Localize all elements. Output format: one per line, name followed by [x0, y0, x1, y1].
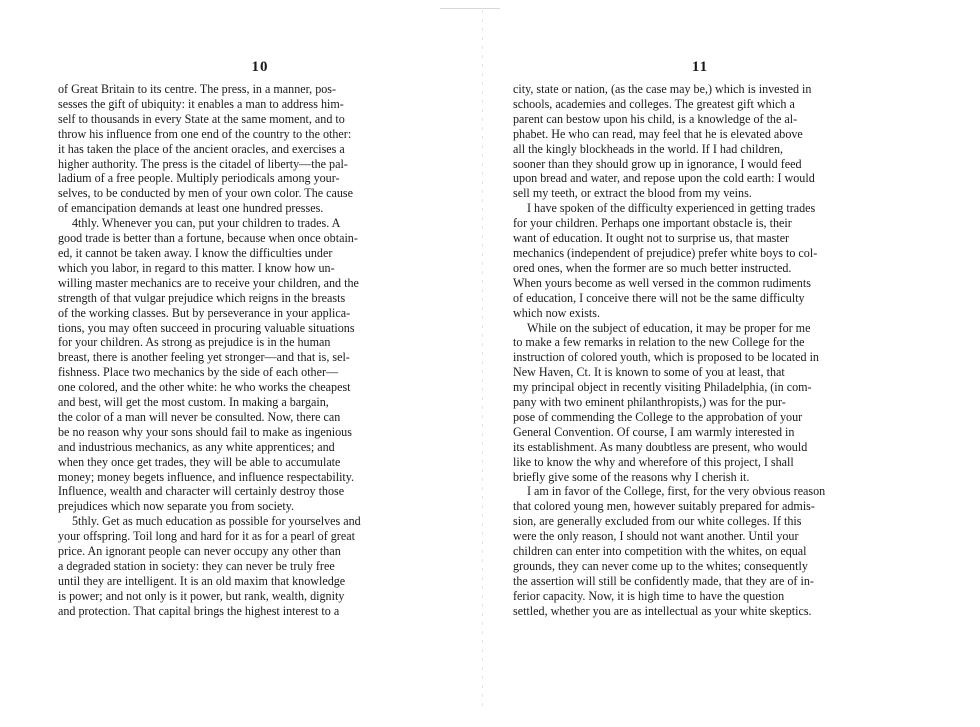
text-line: sooner than they should grow up in ignorance, I would feed: [513, 156, 802, 171]
text-line: the color of a man will never be consulted. Now, there can: [58, 409, 341, 424]
text-line: be no reason why your sons should fail to make as ingenious: [58, 424, 352, 439]
left-page-text: [58, 82, 460, 619]
text-line: tions, you may often succeed in procuring valuable situations: [58, 320, 355, 335]
text-line: when they once get trades, they will be able to accumulate: [58, 454, 341, 469]
text-line: schools, academies and colleges. The greatest gift which a: [513, 96, 795, 111]
text-line: good trade is better than a fortune, because when once obtain-: [58, 231, 358, 246]
text-line: pany with two eminent philanthropists,) was for the pur-: [513, 395, 786, 410]
text-line: instruction of colored youth, which is proposed to be located in: [513, 350, 819, 365]
text-line: it has taken the place of the ancient oracles, and exercises a: [58, 141, 345, 156]
text-line: willing master mechanics are to receive your children, and the: [58, 275, 359, 290]
text-line: its establishment. As many doubtless are present, who would: [513, 439, 808, 454]
left-page-number: 10: [251, 59, 269, 75]
text-line: selves, to be conducted by men of your own color. The cause: [58, 186, 353, 201]
text-line: sesses the gift of ubiquity: it enables a man to address him-: [58, 96, 344, 111]
text-line: General Convention. Of course, I am warmly interested in: [513, 424, 795, 439]
text-line: grounds, they can never come up to the whites; consequently: [513, 559, 808, 573]
text-line: sion, are generally excluded from our white colleges. If this: [513, 514, 802, 529]
text-line: ed, it cannot be taken away. I know the difficulties under: [58, 245, 333, 260]
text-line: your offspring. Toil long and hard for it as for a pearl of great: [58, 529, 355, 544]
text-line: the assertion will still be confidently made, that they are of in-: [513, 573, 814, 588]
text-line: to make a few remarks in relation to the new College for the: [513, 335, 805, 350]
text-line: for your children. Perhaps one important obstacle is, their: [513, 216, 792, 231]
text-line: of the working classes. But by perseverance in your applica-: [58, 305, 351, 320]
text-line: briefly give some of the reasons why I cherish it.: [513, 469, 750, 484]
text-line: When yours become as well versed in the common rudiments: [513, 275, 811, 290]
text-line: which you labor, in regard to this matter. I know how un-: [58, 260, 335, 275]
text-line: one colored, and the other white: he who works the cheapest: [58, 380, 351, 395]
right-page-number: 11: [691, 59, 709, 75]
text-line: Influence, wealth and character will certainly destroy those: [58, 484, 345, 499]
left-page: [40, 0, 460, 727]
text-line: sell my teeth, or extract the blood from my veins.: [513, 186, 752, 201]
text-line: ladium of a free people. Multiply periodicals among your-: [58, 171, 340, 186]
text-line: until they are intelligent. It is an old maxim that knowledge: [58, 573, 346, 588]
text-line: self to thousands in every State at the same moment, and to: [58, 111, 345, 126]
text-line: I have spoken of the difficulty experienced in getting trades: [527, 201, 816, 216]
text-line: children can enter into competition with the whites, on equal: [513, 544, 807, 559]
text-line: and protection. That capital brings the highest interest to a: [58, 603, 340, 618]
text-line: were the only reason, I should not want another. Until your: [513, 529, 799, 544]
text-line: strength of that vulgar prejudice which reigns in the breasts: [58, 290, 346, 305]
text-line: of education, I conceive there will not be the same difficulty: [513, 290, 805, 305]
text-line: my principal object in recently visiting Philadelphia, (in com-: [513, 380, 812, 395]
text-line: ored ones, when the former are so much better instructed.: [513, 260, 792, 275]
text-line: 4thly. Whenever you can, put your children to trades. A: [72, 216, 341, 231]
right-page-text: [513, 82, 905, 619]
text-line: ferior capacity. Now, it is high time to have the question: [513, 588, 785, 603]
text-line: throw his influence from one end of the country to the other:: [58, 126, 352, 141]
text-line: and industrious mechanics, as any white apprentices; and: [58, 439, 335, 454]
text-line: like to know the why and wherefore of this project, I shall: [513, 454, 794, 469]
text-line: phabet. He who can read, may feel that he is elevated above: [513, 126, 803, 141]
text-line: fishness. Place two mechanics by the side of each other—: [58, 365, 339, 380]
text-line: money; money begets influence, and influence respectability.: [58, 469, 355, 484]
text-line: mechanics (independent of prejudice) prefer white boys to col-: [513, 245, 818, 260]
text-line: want of education. It ought not to surprise us, that master: [513, 231, 790, 246]
text-line: pose of commending the College to the approbation of your: [513, 409, 803, 424]
text-line: for your children. As strong as prejudice is in the human: [58, 335, 331, 350]
text-line: a degraded station in society: they can never be truly free: [58, 559, 335, 573]
text-line: upon bread and water, and repose upon the cold earth: I would: [513, 171, 815, 186]
text-line: of emancipation demands at least one hundred presses.: [58, 201, 324, 216]
text-line: parent can bestow upon his child, is a knowledge of the al-: [513, 111, 798, 126]
text-line: breast, there is another feeling yet stronger—and that is, sel-: [58, 350, 350, 365]
text-line: that colored young men, however suitably prepared for admis-: [513, 499, 815, 514]
page-gutter: [482, 10, 483, 710]
text-line: which now exists.: [513, 305, 601, 320]
text-line: I am in favor of the College, first, for the very obvious reason: [527, 484, 826, 499]
text-line: is power; and not only is it power, but rank, wealth, dignity: [58, 588, 345, 603]
text-line: and best, will get the most custom. In making a bargain,: [58, 395, 329, 410]
text-line: 5thly. Get as much education as possible for yourselves and: [72, 514, 361, 529]
text-line: city, state or nation, (as the case may be,) which is invested in: [513, 82, 812, 96]
text-line: higher authority. The press is the citadel of liberty—the pal-: [58, 156, 348, 171]
text-line: all the kingly blockheads in the world. If I had children,: [513, 141, 784, 156]
text-line: While on the subject of education, it may be proper for me: [527, 320, 811, 335]
text-line: price. An ignorant people can never occupy any other than: [58, 544, 341, 559]
right-page: [505, 0, 905, 727]
text-line: New Haven, Ct. It is known to some of you at least, that: [513, 365, 785, 380]
text-line: of Great Britain to its centre. The press, in a manner, pos-: [58, 82, 337, 96]
text-line: prejudices which now separate you from society.: [58, 499, 294, 514]
text-line: settled, whether you are as intellectual as your white skeptics.: [513, 603, 812, 618]
